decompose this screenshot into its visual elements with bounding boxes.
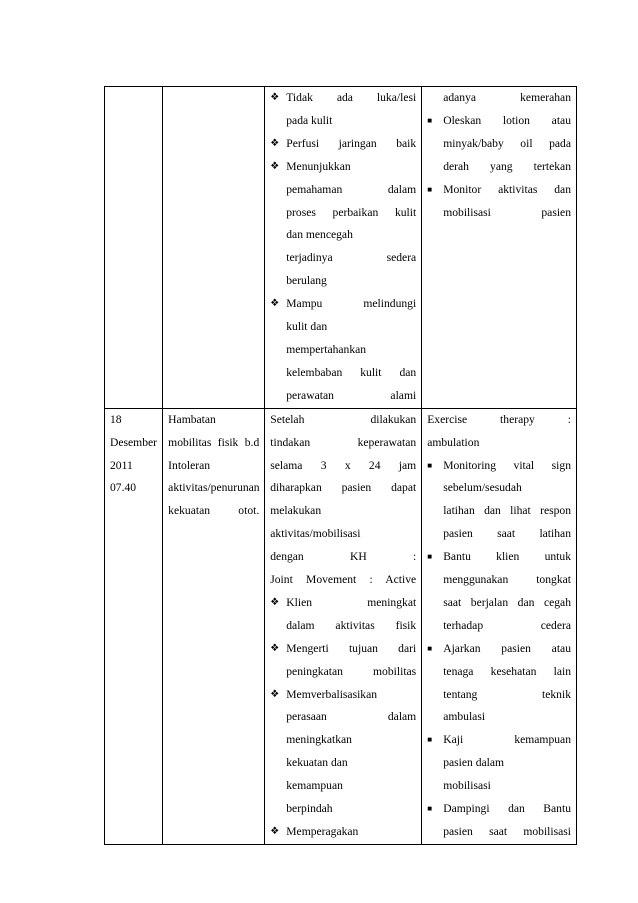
intervention-list-item xyxy=(427,179,571,225)
diagnosis-cell xyxy=(163,87,265,409)
intervention-item-text: minyak/baby oil pada xyxy=(443,136,571,150)
outcome-list-item xyxy=(270,133,416,156)
square-bullet-icon: ■ xyxy=(427,115,433,125)
outcome-list-item xyxy=(270,638,416,684)
intervention-item-text: terhadap cedera xyxy=(443,618,571,632)
outcome-item-text: peningkatan mobilitas xyxy=(286,664,417,678)
date-time-line: 07.40 xyxy=(110,481,137,495)
outcome-item-text: dalam aktivitas fisik xyxy=(286,618,417,632)
intervention-item-text: Oleskan lotion atau xyxy=(443,113,571,127)
square-bullet-icon: ■ xyxy=(427,460,433,470)
diamond-bullet-icon: ❖ xyxy=(270,688,280,700)
outcome-item-text: pada kulit xyxy=(286,113,333,127)
square-bullet-icon: ■ xyxy=(427,552,433,562)
diamond-bullet-icon: ❖ xyxy=(270,596,280,608)
diamond-bullet-icon: ❖ xyxy=(270,92,280,103)
intervention-item-text: mobilisasi pasien xyxy=(443,205,571,219)
outcome-item-text: Memperagakan xyxy=(286,825,359,838)
outcome-item-text: meningkatkan xyxy=(286,733,352,747)
intervention-item-text: adanya kemerahan xyxy=(443,91,571,104)
outcome-list-item xyxy=(270,684,416,821)
outcome-item-text: perasaan dalam xyxy=(286,710,417,724)
square-bullet-icon: ■ xyxy=(427,804,433,814)
outcome-item-text: kemampuan xyxy=(286,779,343,793)
intervention-list-item xyxy=(427,87,571,110)
diamond-bullet-icon: ❖ xyxy=(270,642,280,654)
intervention-item-text: tentang teknik xyxy=(443,687,571,701)
outcome-intro-line: selama 3 x 24 jam xyxy=(270,458,417,472)
intervention-item-text: menggunakan tongkat xyxy=(443,573,571,587)
square-bullet-icon: ■ xyxy=(427,735,433,745)
outcome-criteria-cell xyxy=(265,87,422,409)
intervention-item-text: saat berjalan dan cegah xyxy=(443,595,571,609)
diamond-bullet-icon: ❖ xyxy=(270,826,280,837)
intervention-list-item xyxy=(427,110,571,179)
intervention-item-text: Monitoring vital sign xyxy=(443,458,571,472)
intervention-item-text: Dampingi dan Bantu xyxy=(443,802,571,816)
outcome-criteria-cell xyxy=(265,408,422,844)
square-bullet-icon: ■ xyxy=(427,643,433,653)
outcome-intro-line: dengan KH : xyxy=(270,550,417,564)
outcome-item-text: Tidak ada luka/lesi xyxy=(286,91,417,104)
intervention-list-item xyxy=(427,455,571,547)
square-bullet-icon: ■ xyxy=(427,184,433,194)
outcome-item-text: pemahaman dalam xyxy=(286,182,417,196)
outcome-item-text: terjadinya sedera xyxy=(286,251,417,265)
outcome-item-text: kulit dan xyxy=(286,320,328,334)
intervention-item-text: Monitor aktivitas dan xyxy=(443,182,571,196)
outcome-intro-line: Setelah dilakukan xyxy=(270,412,417,426)
outcome-item-text: Memverbalisasikan xyxy=(286,687,378,701)
outcome-list-item xyxy=(270,156,416,293)
diamond-bullet-icon: ❖ xyxy=(270,160,280,172)
outcome-item-text: Mengerti tujuan dari xyxy=(286,641,417,655)
outcome-list-item xyxy=(270,293,416,408)
intervention-item-text: latihan dan lihat respon xyxy=(443,504,571,518)
intervention-item-text: tenaga kesehatan lain xyxy=(443,664,571,678)
outcome-item-text: dan mencegah xyxy=(286,228,353,242)
date-time-cell xyxy=(105,87,163,409)
diagnosis-line: kekuatan otot. xyxy=(168,504,260,518)
outcome-intro-line: Joint Movement : Active xyxy=(270,573,417,587)
outcome-list-item xyxy=(270,87,416,133)
outcome-list-item xyxy=(270,821,416,844)
intervention-list-item xyxy=(427,729,571,798)
outcome-item-text: kekuatan dan xyxy=(286,756,348,770)
date-time-line: Desember xyxy=(110,435,157,449)
intervention-item-text: derah yang tertekan xyxy=(443,159,571,173)
intervention-item-text: pasien dalam xyxy=(443,756,505,770)
intervention-item-text: ambulasi xyxy=(443,710,486,724)
intervention-item-text: Ajarkan pasien atau xyxy=(443,641,571,655)
date-time-line: 2011 xyxy=(110,458,133,472)
diagnosis-line: Intoleran xyxy=(168,458,211,472)
outcome-intro-line: melakukan xyxy=(270,504,322,518)
intervention-intro-line: Exercise therapy : xyxy=(427,412,571,426)
outcome-item-text: perawatan alami xyxy=(286,388,417,402)
intervention-item-text: Bantu klien untuk xyxy=(443,550,571,564)
outcome-item-text: proses perbaikan kulit xyxy=(286,205,417,219)
outcome-item-text: Klien meningkat xyxy=(286,595,417,609)
diagnosis-line: aktivitas/penurunan xyxy=(168,481,260,495)
date-time-cell xyxy=(105,408,163,844)
intervention-list-item xyxy=(427,546,571,638)
outcome-intro-line: aktivitas/mobilisasi xyxy=(270,527,361,541)
outcome-item-text: Menunjukkan xyxy=(286,159,351,173)
diamond-bullet-icon: ❖ xyxy=(270,298,280,310)
outcome-item-text: berpindah xyxy=(286,802,333,816)
table-row xyxy=(105,408,577,844)
outcome-item-text: Perfusi jaringan baik xyxy=(286,136,417,150)
intervention-item-text: pasien saat latihan xyxy=(443,527,571,541)
outcome-item-text: berulang xyxy=(286,274,327,288)
outcome-item-text: kelembaban kulit dan xyxy=(286,365,417,379)
table-row xyxy=(105,87,577,409)
table-body xyxy=(105,87,577,845)
diagnosis-line: mobilitas fisik b.d xyxy=(168,435,260,449)
outcome-intro-line: diharapkan pasien dapat xyxy=(270,481,417,495)
intervention-intro-line: ambulation xyxy=(427,435,480,449)
intervention-item-text: sebelum/sesudah xyxy=(443,481,522,495)
intervention-cell xyxy=(422,87,577,409)
intervention-cell xyxy=(422,408,577,844)
intervention-item-text: mobilisasi xyxy=(443,779,491,793)
outcome-intro-line: tindakan keperawatan xyxy=(270,435,417,449)
intervention-list-item xyxy=(427,798,571,844)
diamond-bullet-icon: ❖ xyxy=(270,137,280,149)
outcome-item-text: mempertahankan xyxy=(286,342,367,356)
outcome-item-text: Mampu melindungi xyxy=(286,297,417,311)
outcome-list-item xyxy=(270,592,416,638)
nursing-care-plan-table xyxy=(104,86,577,845)
intervention-item-text: pasien saat mobilisasi xyxy=(443,825,571,838)
date-time-line: 18 xyxy=(110,412,122,426)
intervention-list-item xyxy=(427,638,571,730)
diagnosis-line: Hambatan xyxy=(168,412,216,426)
diagnosis-cell xyxy=(163,408,265,844)
intervention-item-text: Kaji kemampuan xyxy=(443,733,571,747)
